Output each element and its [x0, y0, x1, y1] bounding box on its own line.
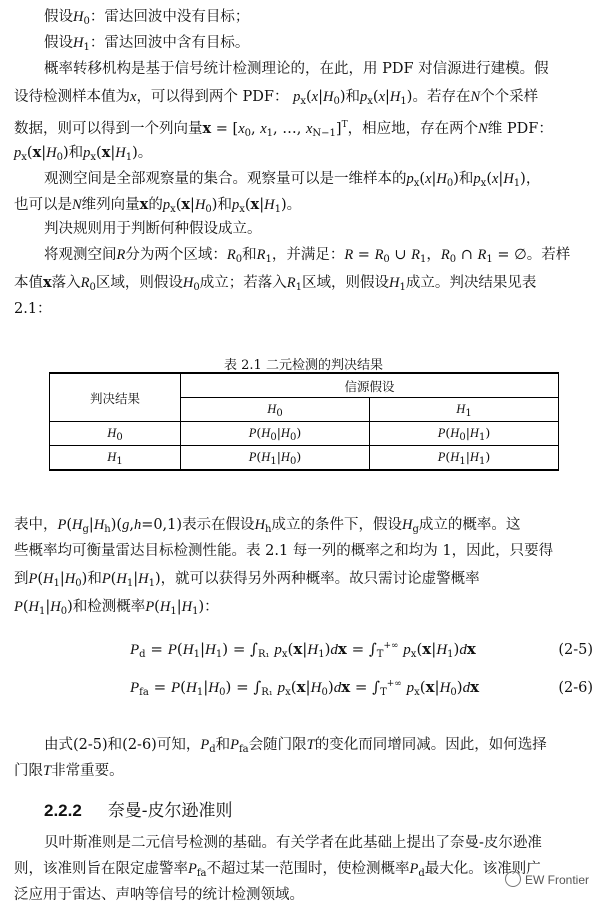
hypothesis-h1: 假设$H_1$：雷达回波中含有目标。: [44, 35, 250, 53]
watermark: EW Frontier: [505, 871, 589, 887]
section-number: 2.2.2: [44, 801, 82, 820]
para4-line3: 2.1：: [14, 301, 52, 317]
para4-line1: 将观测空间R分为两个区域：$R_0$和$R_1$，并满足：$R = R_0$ ∪ $R_1$，$R_0$ ∩ $R_1$ = ∅。若样: [44, 247, 571, 265]
equation-number-2-6: (2-6): [558, 680, 593, 696]
row-h1-label: $H_1$: [50, 446, 181, 471]
para2-line2: 也可以是N维列向量x的$p_x(x|H_0)$和$p_x(x|H_1)$。: [14, 196, 302, 215]
para5-line1: 表中，$P(H_g|H_h)(g,h=0,1)$表示在假设$H_h$成立的条件下，假设$H_g$成立的概率。这: [14, 517, 521, 535]
header-result: 判决结果: [50, 373, 181, 422]
para7-line2: 则，该准则旨在限定虚警率$P_{fa}$不超过某一范围时，使检测概率$P_d$最大化。该准则广: [14, 861, 541, 879]
para6-line2: 门限T非常重要。: [14, 763, 124, 779]
table-caption: 表 2.1 二元检测的判决结果: [224, 358, 383, 373]
para1-line3: 数据，则可以得到一个列向量$x = [x_0$, $x_1$, …, $x_{N-1}]^T$，相应地，存在两个N维 PDF：: [14, 119, 553, 139]
para7-line3: 泛应用于雷达、声呐等信号的统计检测领域。: [14, 887, 304, 903]
section-heading: [44, 796, 233, 821]
header-source: 信源假设: [181, 373, 559, 398]
para4-line2: 本值x落入$R_0$区域，则假设$H_0$成立；若落入$R_1$区域，则假设$H_1$成立。判决结果见表: [14, 274, 537, 293]
wechat-icon: [505, 871, 521, 887]
cell-p-h0-h0: $P(H_0|H_0)$: [181, 422, 370, 446]
para1-line4: $p_x(x|H_0)$和$p_x(x|H_1)$。: [14, 144, 153, 163]
para1-line1: 概率转移机构是基于信号统计检测理论的，在此，用 PDF 对信源进行建模。假: [44, 61, 549, 77]
equation-2-5: $P_d = P(H_1|H_1) = \int_{R_1}$ $p_x(x|H_1)dx = \int_T^{+\infty}$ $p_x(x|H_1)dx$: [130, 640, 476, 660]
cell-p-h1-h1: $P(H_1|H_1)$: [370, 446, 559, 471]
section-title: 奈曼-皮尔逊准则: [107, 801, 233, 821]
hypothesis-h0: 假设$H_0$：雷达回波中没有目标；: [44, 9, 250, 27]
para5-line2: 些概率均可衡量雷达目标检测性能。表 2.1 每一列的概率之和均为 1，因此，只要得: [14, 543, 554, 559]
equation-number-2-5: (2-5): [558, 642, 593, 658]
header-h0: $H_0$: [181, 398, 370, 422]
para6-line1: 由式(2-5)和(2-6)可知，$P_d$和$P_{fa}$会随门限T的变化而同增同减。因此，如何选择: [44, 737, 547, 755]
cell-p-h0-h1: $P(H_0|H_1)$: [370, 422, 559, 446]
para3: 判决规则用于判断何种假设成立。: [44, 221, 262, 237]
header-h1: $H_1$: [370, 398, 559, 422]
para7-line1: 贝叶斯准则是二元信号检测的基础。有关学者在此基础上提出了奈曼-皮尔逊准: [44, 835, 542, 851]
decision-table: [49, 372, 559, 471]
equation-2-6: $P_{fa} = P(H_1|H_0) = \int_{R_1}$ $p_x(x|H_0)dx = \int_T^{+\infty}$ $p_x(x|H_0)dx$: [130, 678, 480, 698]
para5-line3: 到$P(H_1|H_0)$和$P(H_1|H_1)$，就可以获得另外两种概率。故只需讨论虚警概率: [14, 571, 480, 589]
cell-p-h1-h0: $P(H_1|H_0)$: [181, 446, 370, 471]
row-h0-label: $H_0$: [50, 422, 181, 446]
para2-line1: 观测空间是全部观察量的集合。观察量可以是一维样本的$p_x(x|H_0)$和$p_x(x|H_1)$，: [44, 171, 541, 189]
para5-line4: $P(H_1|H_0)$和检测概率$P(H_1|H_1)$：: [14, 599, 219, 617]
para1-line2: 设待检测样本值为x，可以得到两个 PDF： $p_x(x|H_0)$和$p_x(x|H_1)$。若存在N个个采样: [14, 89, 539, 107]
